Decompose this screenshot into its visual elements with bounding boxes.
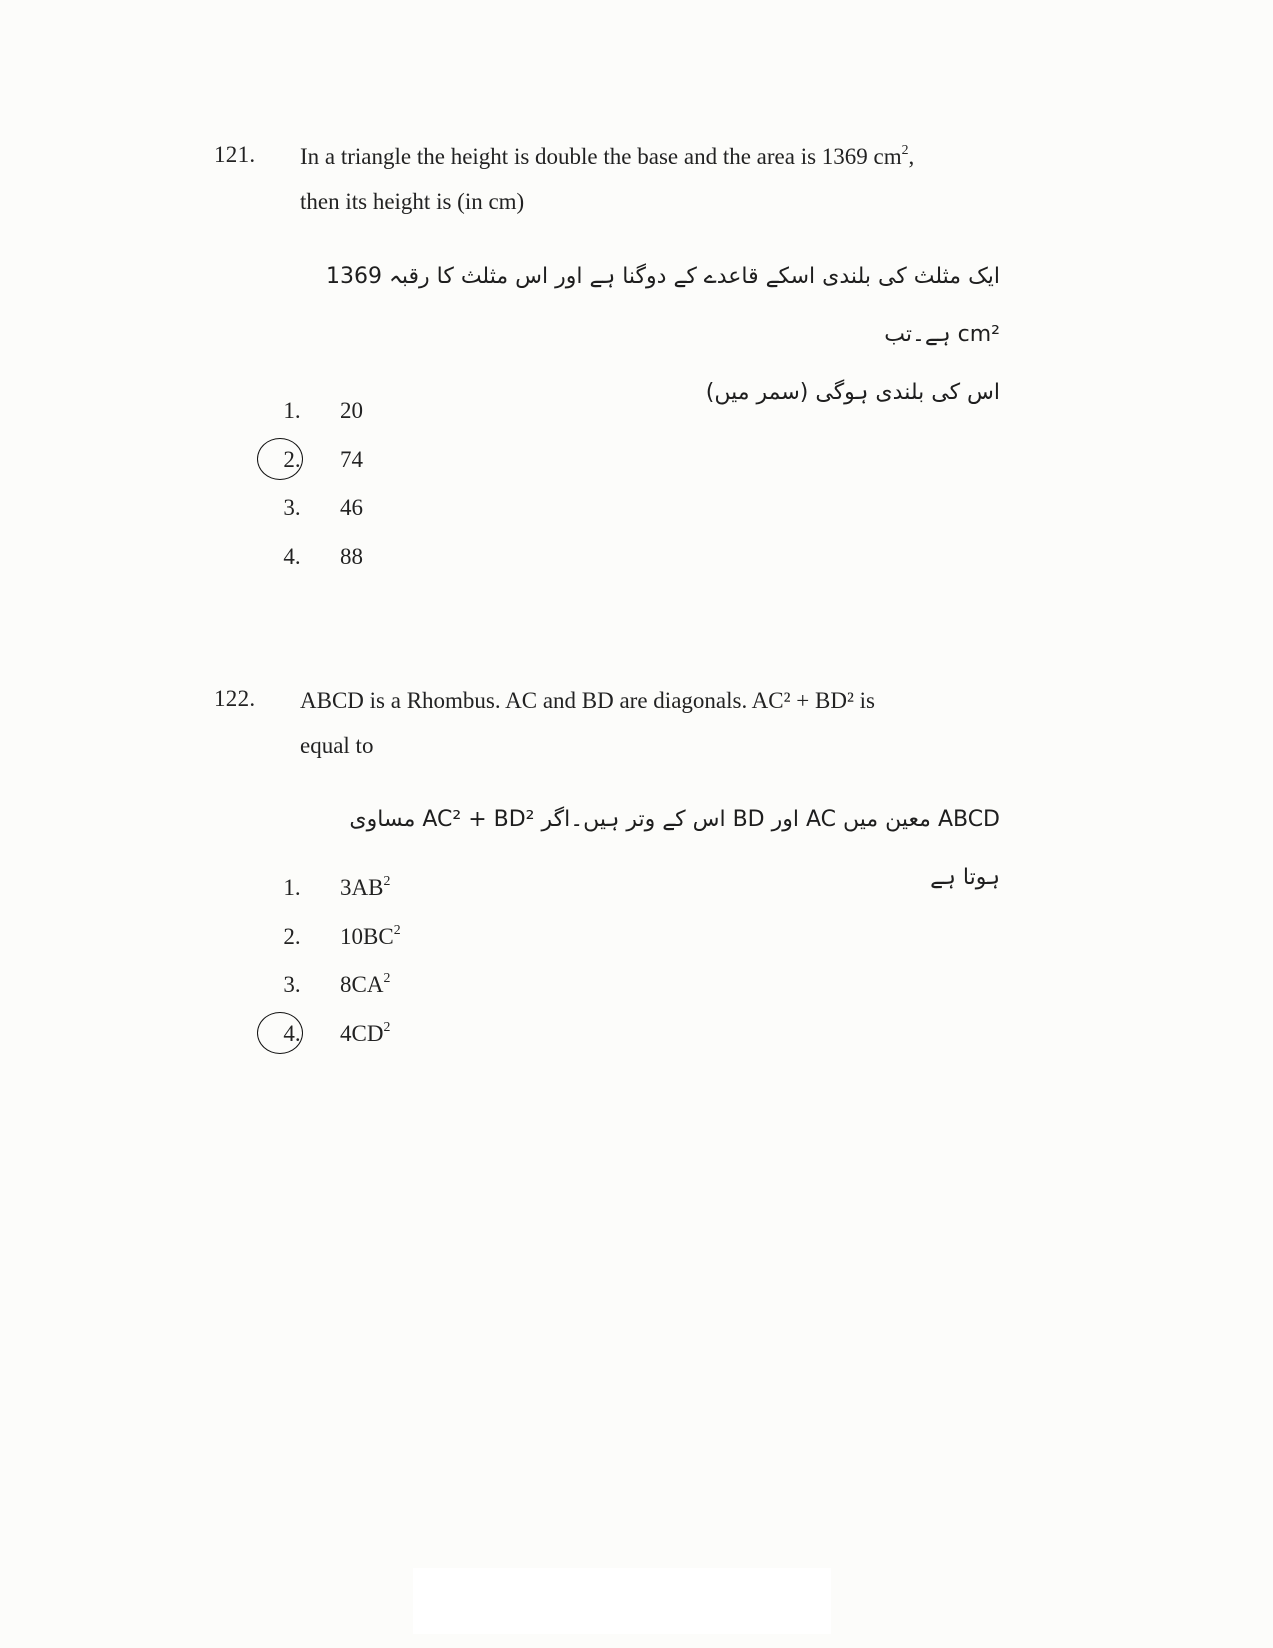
blank-footer-area: [413, 1568, 831, 1634]
option-value: 74: [340, 447, 363, 472]
question-121-urdu: [280, 248, 1000, 422]
question-text-line2: equal to: [300, 733, 374, 758]
option-value: 46: [340, 495, 363, 520]
urdu-line1: ایک مثلث کی بلندی اسکے قاعدے کے دوگنا ہے اور اس مثلث کا رقبہ 1369 cm² ہے۔تب: [326, 264, 1000, 347]
question-text-line1: In a triangle the height is double the base and the area is 1369 $cm^2$,: [300, 141, 915, 169]
option-number: 4.: [283, 1021, 301, 1046]
urdu-line2: اس کی بلندی ہوگی (سمر میں): [705, 380, 1000, 405]
option-value: $10BC^2$: [340, 921, 401, 949]
option-value: 20: [340, 398, 363, 423]
question-122-urdu: [330, 791, 1000, 907]
option-number: 4.: [283, 544, 301, 569]
question-text-line1: ABCD is a Rhombus. AC and BD are diagonals. AC² + BD² is: [300, 688, 875, 713]
option-value: 88: [340, 544, 363, 569]
option-value: $4CD^2$: [340, 1018, 391, 1046]
option-number: 2.: [283, 447, 301, 472]
urdu-line1: ABCD معین میں AC اور BD اس کے وتر ہیں۔اگر AC² + BD² مساوی ہوتا ہے: [349, 807, 1000, 890]
option-number: 2.: [283, 924, 301, 949]
question-number: 122.: [214, 686, 256, 711]
question-text-line2: then its height is (in cm): [300, 189, 525, 214]
option-number: 1.: [283, 875, 301, 900]
option-value: $3AB^2$: [340, 872, 391, 900]
question-text: [300, 134, 1020, 224]
option-number: 3.: [283, 495, 301, 520]
option-number: 1.: [283, 398, 301, 423]
option-value: $8CA^2$: [340, 969, 391, 997]
option-number: 3.: [283, 972, 301, 997]
question-number: 121.: [214, 142, 256, 167]
question-text: [300, 678, 1020, 768]
